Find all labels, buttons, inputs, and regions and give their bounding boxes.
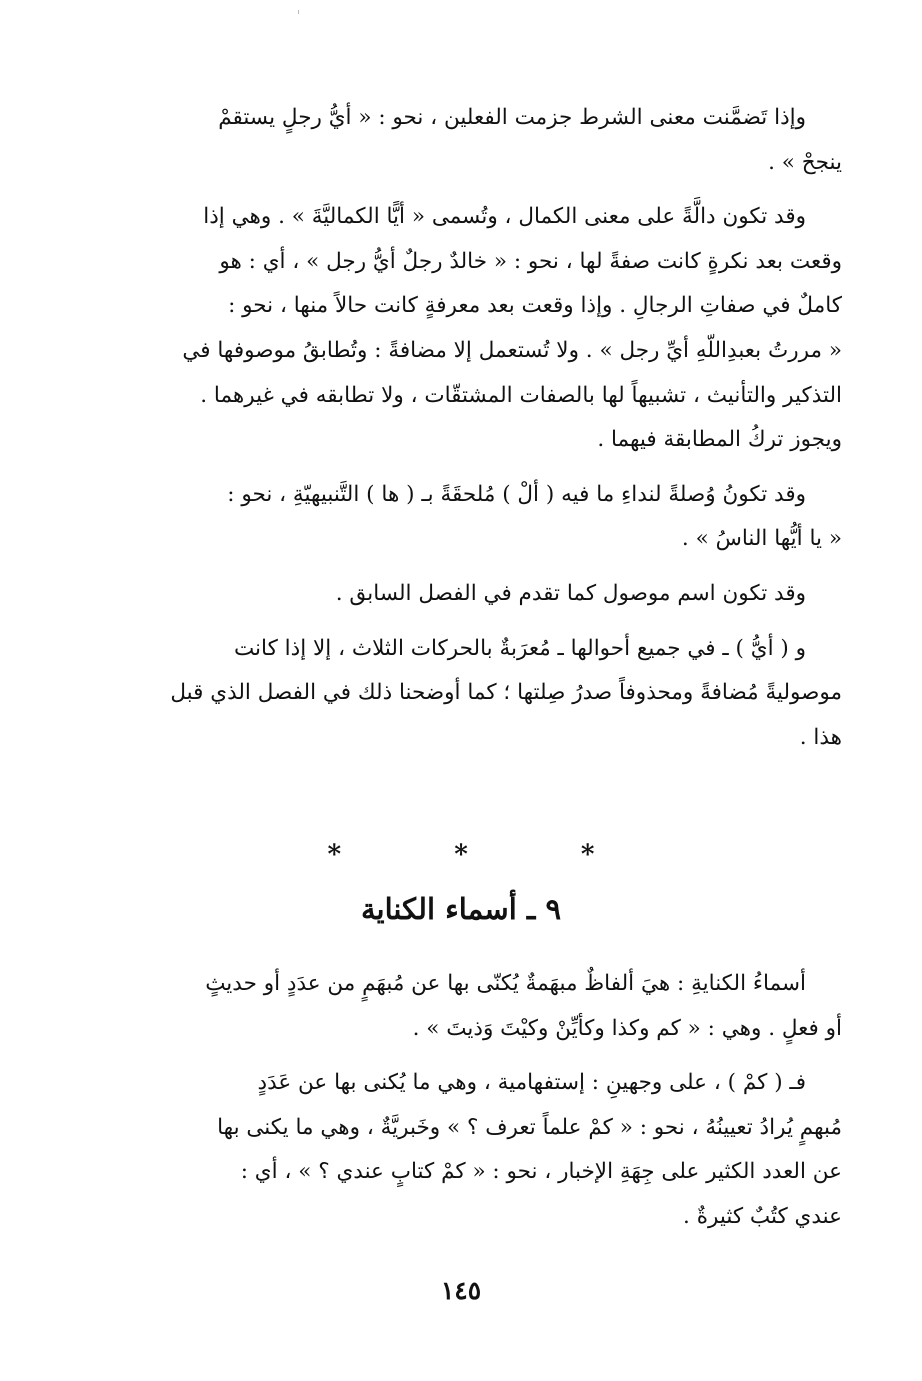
text-line: عن العدد الكثير على جِهَةِ الإخبار ، نحو : « كمْ كتابٍ عندي ؟ » ، أي :: [240, 1159, 842, 1185]
main-text-top: [120, 96, 842, 770]
main-text-bottom: [120, 962, 842, 1250]
text-line: ينجحْ » .: [768, 149, 842, 175]
section-heading: ٩ ـ أسماء الكناية: [360, 892, 562, 926]
paragraph-3: [120, 473, 842, 562]
paragraph-2: [120, 195, 842, 463]
text-line: أو فعلٍ . وهي : « كم وكذا وكأيِّنْ وكيْتَ وَذيتَ » .: [412, 1015, 842, 1041]
text-line: أسماءُ الكنايةِ : هيَ ألفاظٌ مبهَمةٌ يُكنّى بها عن مُبهَمٍ من عدَدٍ أو حديثٍ: [205, 971, 806, 996]
text-line: عندي كتُبٌ كثيرةٌ .: [683, 1203, 842, 1229]
text-line: وقد تكون دالَّةً على معنى الكمال ، وتُسمى « أيًّا الكماليَّةَ » . وهي إذا: [203, 204, 806, 230]
paragraph-4: [120, 572, 842, 617]
text-line: مُبهمٍ يُرادُ تعيينُهُ ، نحو : « كمْ علماً تعرف ؟ » وخَبريَّةٌ ، وهي ما يكنى بها: [217, 1114, 842, 1140]
text-line: وقد تكونُ وُصلةً لنداءِ ما فيه ( ألْ ) مُلحقَةً بـ ( ها ) التَّنبيهيّةِ ، نحو :: [227, 481, 806, 507]
text-line: وقد تكون اسم موصول كما تقدم في الفصل السابق .: [335, 580, 806, 606]
text-line: و ( أيُّ ) ـ في جميع أحوالها ـ مُعرَبةٌ بالحركات الثلاث ، إلا إذا كانت: [233, 635, 806, 661]
scan-mark: [298, 10, 299, 14]
text-line: كاملٌ في صفاتِ الرجالِ . وإذا وقعت بعد معرفةٍ كانت حالاً منها ، نحو :: [228, 293, 842, 319]
text-line: وقعت بعد نكرةٍ كانت صفةً لها ، نحو : « خالدٌ رجلٌ أيُّ رجل » ، أي : هو: [219, 248, 842, 274]
text-line: ويجوز تركُ المطابقة فيهما .: [597, 427, 842, 453]
text-line: فـ ( كمْ ) ، على وجهينِ : إستفهامية ، وهي ما يُكنى بها عن عَدَدٍ: [257, 1070, 806, 1096]
text-line: « يا أيُّها الناسُ » .: [681, 526, 842, 552]
page-number: ١٤٥: [440, 1276, 482, 1305]
text-line: موصوليةً مُضافةً ومحذوفاً صدرُ صِلتها ؛ كما أوضحنا ذلك في الفصل الذي قبل: [170, 680, 842, 706]
paragraph-1: [120, 96, 842, 185]
paragraph-5: [120, 627, 842, 761]
text-line: وإذا تَضمَّنت معنى الشرط جزمت الفعلين ، نحو : « أيُّ رجلٍ يستقمْ: [218, 105, 806, 130]
section-separator: * * *: [327, 840, 647, 870]
text-line: « مررتُ بعبدِاللّهِ أيِّ رجل » . ولا تُستعمل إلا مضافةً : وتُطابقُ موصوفها في: [182, 337, 842, 363]
text-line: التذكير والتأنيث ، تشبيهاً لها بالصفات المشتقّات ، ولا تطابقه في غيرهما .: [200, 382, 842, 408]
text-line: هذا .: [799, 724, 842, 750]
paragraph-7: [120, 1061, 842, 1239]
paragraph-6: [120, 962, 842, 1051]
